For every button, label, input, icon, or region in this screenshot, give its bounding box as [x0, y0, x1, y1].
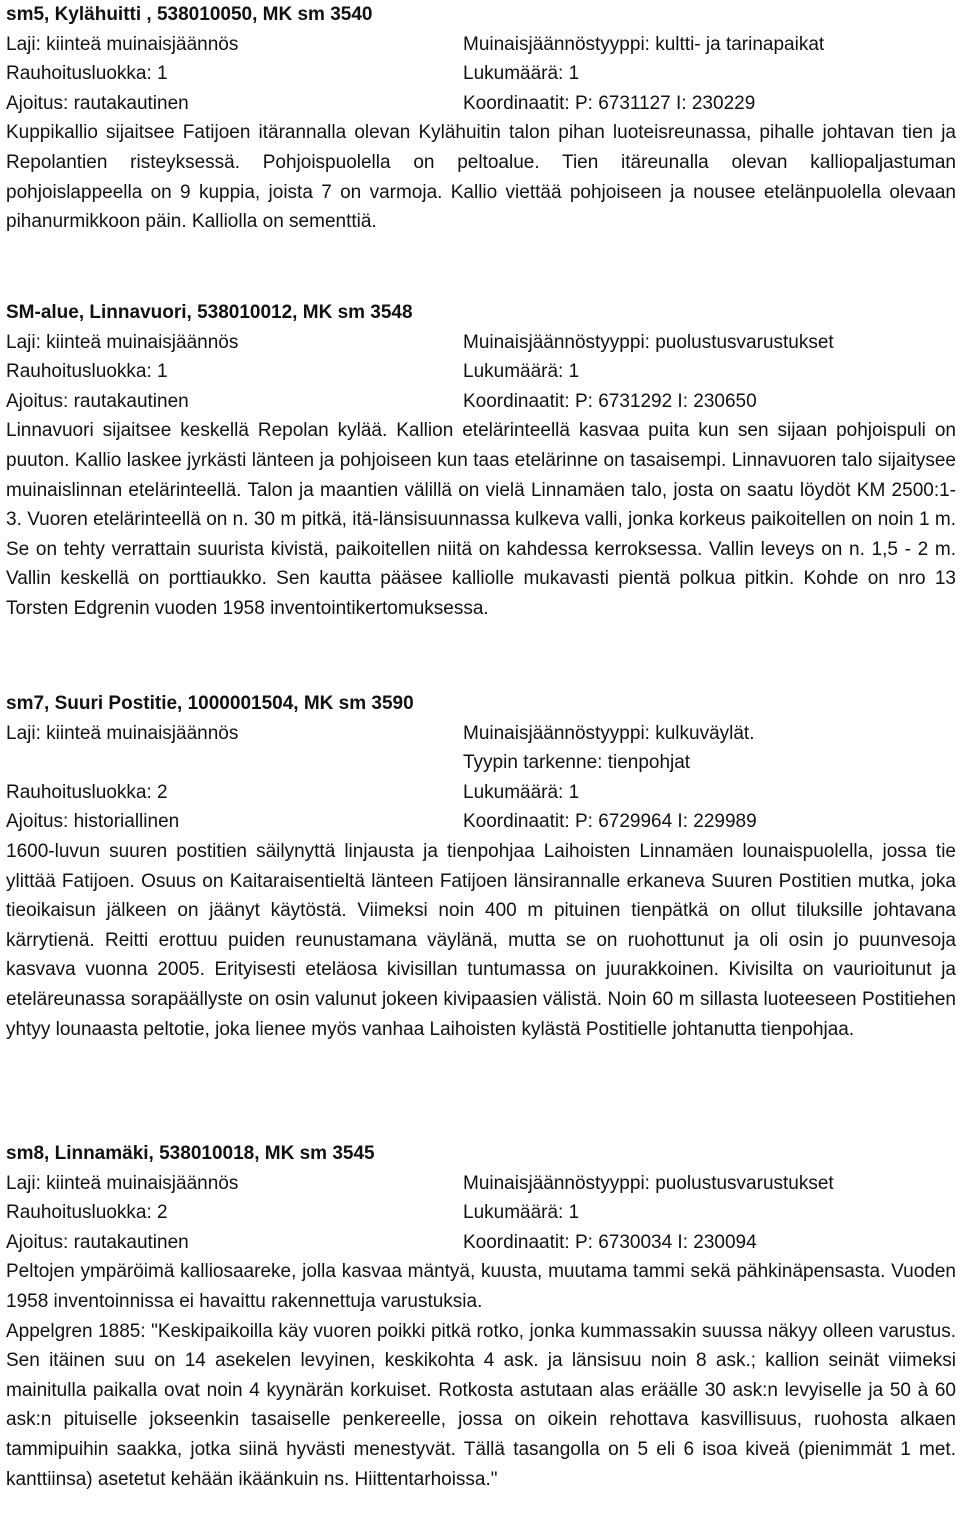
entry-row [6, 1198, 956, 1228]
protection-class: Rauhoitusluokka: 1 [6, 361, 168, 383]
type-label: Laji: kiinteä muinaisjäännös [6, 33, 239, 55]
site-type: Muinaisjäännöstyyppi: kultti- ja tarinapaikat [463, 33, 825, 55]
site-type: Muinaisjäännöstyyppi: puolustusvarustukset [463, 331, 834, 353]
count: Lukumäärä: 1 [463, 781, 580, 803]
site-type: Muinaisjäännöstyyppi: puolustusvarustukset [463, 1172, 834, 1194]
quote-paragraph: Appelgren 1885: "Keskipaikoilla käy vuoren poikki pitkä rotko, jonka kummassakin suussa näkyy olleen varustus. Sen itäinen suu on 14 asekelen levyinen, keskikohta 4 ask. ja länsisuu noin 8 ask.; kallion seinät viimeksi mainitulla paikalla ovat noin 4 kyynärän korkuiset. Rotkosta astutaan alas eräälle 30 ask:n levyiselle ja 50 à 60 ask:n pituiselle jokseenkin tasaiselle penkereelle, jossa on oikein rehottava kasvillisuus, ruohosta alkaen tammipuihin saakka, jotka siinä hyvästi menestyvät. Tällä tasangolla on 5 eli 6 isoa kiveä (pienimmät 1 met. kanttiinsa) asetetut kehään ikäänkuin ns. Hiittentarhoissa." [6, 1320, 956, 1490]
dating: Ajoitus: rautakautinen [6, 1231, 189, 1253]
entry-row [6, 778, 956, 808]
type-label: Laji: kiinteä muinaisjäännös [6, 1172, 239, 1194]
site-entry-sm8 [6, 1139, 956, 1494]
description-paragraph: Linnavuori sijaitsee keskellä Repolan kylää. Kallion etelärinteellä kasvaa puita kun sen sijaan pohjoispuli on puuton. Kallio laskee jyrkästi länteen ja pohjoiseen kun taas etelärinne on tasaisempi. Linnavuoren talo sijaitysee muinaislinnan etelärinteellä. Talon ja maantien välillä on vielä Linnamäen talo, josta on saatu löydöt KM 2500:1-3. Vuoren etelärinteellä on n. 30 m pitkä, itä-länsisuunnassa kulkeva valli, jonka korkeus paikoitellen on noin 1 m. Se on tehty verrattain suurista kivistä, paikoitellen niitä on kahdessa kerroksessa. Vallin leveys on n. 1,5 - 2 m. Vallin keskellä on porttiaukko. Sen kautta pääsee kalliolle mukavasti pientä polkua pitkin. Kohde on nro 13 Torsten Edgrenin vuoden 1958 inventointikertomuksessa. [6, 420, 956, 619]
entry-row [6, 30, 956, 60]
type-label: Laji: kiinteä muinaisjäännös [6, 331, 239, 353]
entry-row [6, 328, 956, 358]
entry-row [6, 387, 956, 417]
count: Lukumäärä: 1 [463, 361, 580, 383]
entry-row [6, 1228, 956, 1258]
entry-row [6, 807, 956, 837]
description-paragraph: Kuppikallio sijaitsee Fatijoen itärannalla olevan Kylähuitin talon pihan luoteisreunassa, pihalle johtavan tien ja Repolantien risteyksessä. Pohjoispuolella on peltoalue. Tien itäreunalla olevan kalliopaljastuman pohjoislappeella on 9 kuppia, joista 7 on varmoja. Kallio viettää pohjoiseen ja nousee etelänpuolella olevaan pihanurmikkoon päin. Kalliolla on sementtiä. [6, 122, 956, 233]
dating: Ajoitus: rautakautinen [6, 92, 189, 114]
dating: Ajoitus: historiallinen [6, 811, 180, 833]
type-label: Laji: kiinteä muinaisjäännös [6, 722, 239, 744]
entry-title: sm8, Linnamäki, 538010018, MK sm 3545 [6, 1143, 375, 1164]
entry-row [6, 1169, 956, 1199]
entry-row [6, 89, 956, 119]
site-entry-sm5 [6, 0, 956, 237]
entry-row [6, 357, 956, 387]
protection-class: Rauhoitusluokka: 2 [6, 781, 168, 803]
coordinates: Koordinaatit: P: 6731292 I: 230650 [463, 390, 757, 412]
dating: Ajoitus: rautakautinen [6, 390, 189, 412]
site-entry-sm7 [6, 689, 956, 1044]
description-paragraph: 1600-luvun suuren postitien säilynyttä linjausta ja tienpohjaa Laihoisten Linnamäen lounaispuolella, jossa tie ylittää Fatijoen. Osuus on Kaitaraisentieltä länteen Fatijoen länsirannalle erkaneva Suuren Postitien mutka, joka tieoikaisun jälkeen on jäänyt käytöstä. Viimeksi noin 400 m pituinen tienpätkä on ollut tiluksille johtavana kärrytienä. Reitti erottuu puiden reunustamana väylänä, mutta se on ruohottunut ja oli osin jo puunvesoja kasvava vuonna 2005. Erityisesti eteläosa kivisillan tuntumassa on juurakkoinen. Kivisilta on vaurioitunut ja eteläreunassa sorapäällyste on osin valunut jokeen kivipaasien välistä. Noin 60 m sillasta luoteeseen Postitiehen yhtyy lounaasta peltotie, joka lienee myös vanhaa Laihoisten kylästä Postitielle johtanutta tienpohjaa. [6, 840, 956, 1040]
protection-class: Rauhoitusluokka: 1 [6, 63, 168, 85]
coordinates: Koordinaatit: P: 6729964 I: 229989 [463, 811, 757, 833]
protection-class: Rauhoitusluokka: 2 [6, 1202, 168, 1224]
description-paragraph: Peltojen ympäröimä kalliosaareke, jolla kasvaa mäntyä, kuusta, muutama tammi sekä pähkinäpensasta. Vuoden 1958 inventoinnissa ei havaittu rakennettuja varustuksia. [6, 1261, 956, 1312]
entry-title: SM-alue, Linnavuori, 538010012, MK sm 3548 [6, 302, 413, 323]
entry-row [6, 59, 956, 89]
coordinates: Koordinaatit: P: 6730034 I: 230094 [463, 1231, 757, 1253]
entry-title: sm7, Suuri Postitie, 1000001504, MK sm 3590 [6, 693, 414, 714]
site-entry-linnavuori [6, 298, 956, 624]
count: Lukumäärä: 1 [463, 1202, 580, 1224]
site-type: Muinaisjäännöstyyppi: kulkuväylät. [463, 722, 755, 744]
entry-title: sm5, Kylähuitti , 538010050, MK sm 3540 [6, 4, 373, 25]
type-refinement: Tyypin tarkenne: tienpohjat [463, 752, 691, 774]
entry-row [6, 719, 956, 749]
count: Lukumäärä: 1 [463, 63, 580, 85]
coordinates: Koordinaatit: P: 6731127 I: 230229 [463, 92, 756, 114]
entry-row [6, 748, 956, 778]
